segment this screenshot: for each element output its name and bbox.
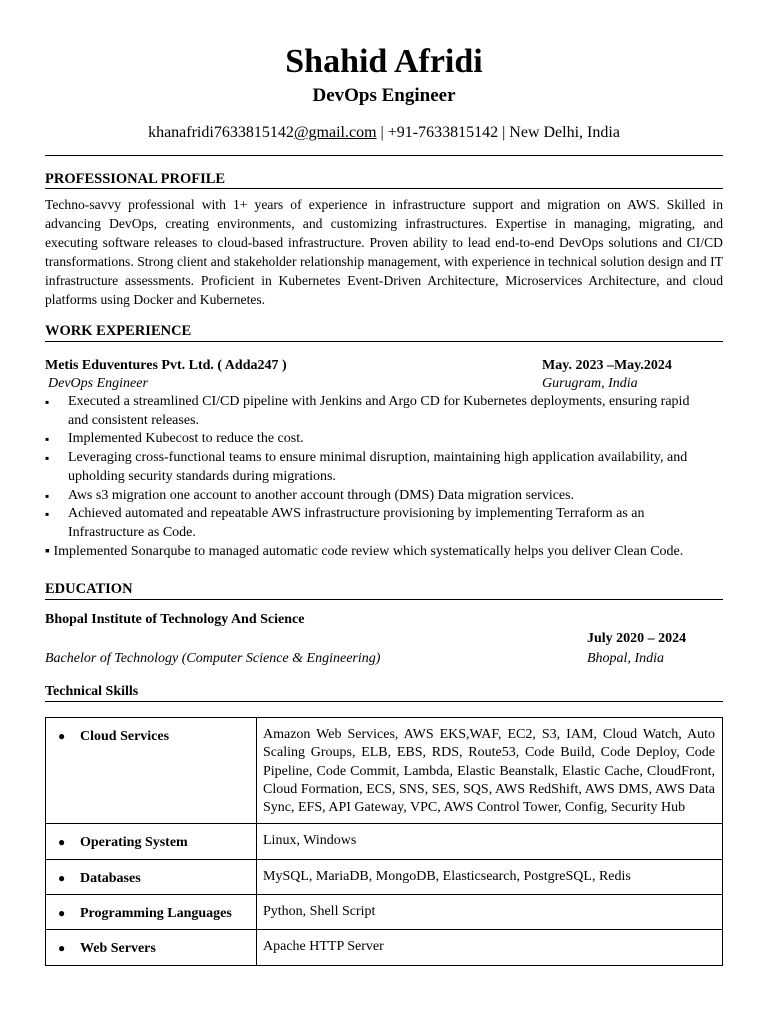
bullet-marker: ▪ <box>45 432 50 447</box>
table-row <box>46 718 723 824</box>
job-dates: May. 2023 –May.2024 <box>542 358 672 373</box>
table-row <box>46 859 723 894</box>
institute-name: Bhopal Institute of Technology And Science <box>45 612 305 627</box>
experience-divider <box>45 341 723 342</box>
list-item: ▪ Implemented Sonarqube to managed automatic code review which systematically helps you deliver Clean Code. <box>45 543 684 559</box>
skill-category: ● Web Servers <box>46 930 257 965</box>
skill-value: Linux, Windows <box>257 824 723 859</box>
skill-value: Amazon Web Services, AWS EKS,WAF, EC2, S3, IAM, Cloud Watch, Auto Scaling Groups, ELB, EBS, RDS, Route53, Code Build, Code Deploy, Code Pipeline, Code Commit, Lambda, Elastic Beanstalk, Elastic Cache, CloudFront, Cloud Formation, ECS, SNS, SES, SQS, AWS RedShift, AWS DMS, AWS Data Sync, EFS, API Gateway, VPC, AWS Control Tower, Config, Security Hub <box>257 718 723 824</box>
bullet-text: Implemented Kubecost to reduce the cost. <box>68 431 304 447</box>
profile-heading: PROFESSIONAL PROFILE <box>45 171 226 187</box>
job-location: Gurugram, India <box>542 376 638 391</box>
bullet-marker: ● <box>58 729 66 743</box>
experience-heading: WORK EXPERIENCE <box>45 323 192 339</box>
skill-category: ● Cloud Services <box>46 718 257 824</box>
skill-value: MySQL, MariaDB, MongoDB, Elasticsearch, PostgreSQL, Redis <box>257 859 723 894</box>
skills-table <box>45 717 723 966</box>
email-user: khanafridi7633815142 <box>148 124 294 141</box>
profile-divider <box>45 188 723 189</box>
skill-category: ● Operating System <box>46 824 257 859</box>
skills-heading: Technical Skills <box>45 684 139 699</box>
degree: Bachelor of Technology (Computer Science & Engineering) <box>45 651 381 666</box>
candidate-name: Shahid Afridi <box>285 43 483 80</box>
bullet-text: Aws s3 migration one account to another account through (DMS) Data migration services. <box>68 487 575 503</box>
experience-bullets <box>45 393 723 561</box>
bullet-marker: ▪ <box>45 507 50 522</box>
education-divider <box>45 599 723 600</box>
company-name: Metis Eduventures Pvt. Ltd. ( Adda247 ) <box>45 358 287 373</box>
bullet-marker: ● <box>58 835 66 850</box>
header-divider <box>45 155 723 156</box>
bullet-marker: ● <box>58 941 66 956</box>
bullet-text: Achieved automated and repeatable AWS infrastructure provisioning by implementing Terraform as an Infrastructure as Code. <box>68 506 645 540</box>
job-role: DevOps Engineer <box>48 376 148 391</box>
bullet-text: Executed a streamlined CI/CD pipeline with Jenkins and Argo CD for Kubernetes deployments, ensuring rapid and consistent releases. <box>68 394 690 428</box>
bullet-marker: ● <box>58 906 66 921</box>
education-heading: EDUCATION <box>45 581 133 597</box>
profile-text: Techno-savvy professional with 1+ years of experience in infrastructure support and migration on AWS. Skilled in advancing DevOps, creating environments, and customizing infrastructures. Expertise in managing, migrating, and executing software releases to cloud-based infrastructure. Proven ability to lead end-to-end DevOps solutions and CI/CD transformations. Strong client and stakeholder relationship management, with experience in technical solution design and IT infrastructure assessments. Proficient in Kubernetes Event-Driven Architecture, Microservices Architecture, and cloud platforms using Docker and Kubernetes. <box>45 197 723 307</box>
skill-value: Python, Shell Script <box>257 895 723 930</box>
email-link[interactable]: @gmail.com <box>293 124 377 141</box>
bullet-marker: ▪ <box>45 488 50 503</box>
bullet-marker: ▪ <box>45 395 50 409</box>
contact-details: | +91-7633815142 | New Delhi, India <box>376 124 620 141</box>
table-row <box>46 930 723 965</box>
bullet-text: Leveraging cross-functional teams to ensure minimal disruption, maintaining high application availability, and upholding security standards during migrations. <box>68 450 688 484</box>
bullet-marker: ▪ <box>45 451 50 466</box>
education-location: Bhopal, India <box>587 651 664 666</box>
list-item <box>45 430 723 449</box>
list-item <box>45 393 723 430</box>
list-item <box>45 505 723 542</box>
skill-category: ● Programming Languages <box>46 895 257 930</box>
skill-value: Apache HTTP Server <box>257 930 723 965</box>
list-item <box>45 449 723 486</box>
skill-category: ● Databases <box>46 859 257 894</box>
bullet-marker: ● <box>58 870 66 885</box>
list-item <box>45 487 723 506</box>
contact-line <box>0 122 768 144</box>
table-row <box>46 824 723 859</box>
education-dates: July 2020 – 2024 <box>587 631 687 646</box>
table-row <box>46 895 723 930</box>
job-title: DevOps Engineer <box>312 85 456 106</box>
skills-divider <box>45 701 723 702</box>
